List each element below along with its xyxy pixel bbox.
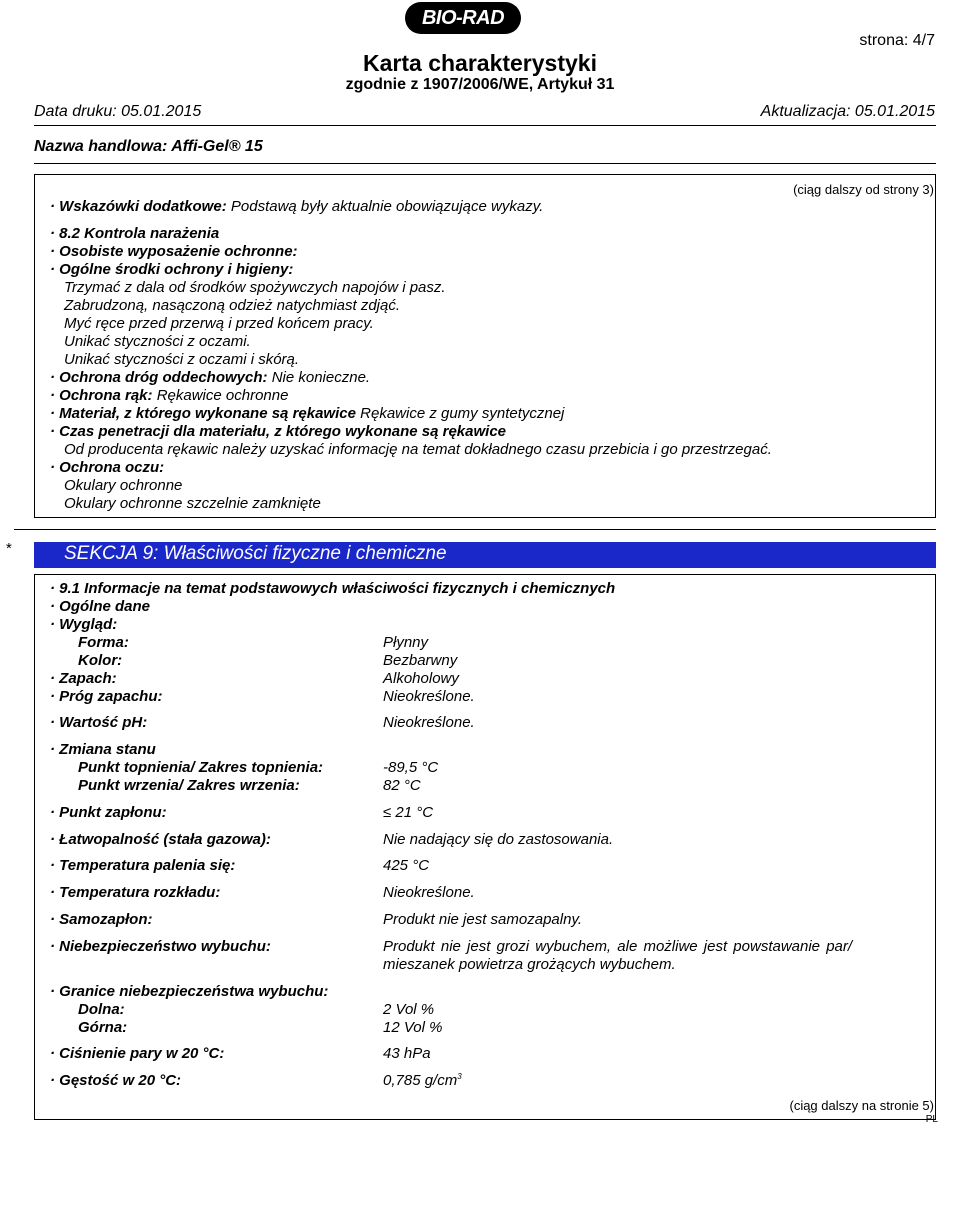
self-ignition-value: Produkt nie jest samozapalny. <box>383 911 582 928</box>
hygiene-line: Myć ręce przed przerwą i przed końcem pracy. <box>64 315 374 332</box>
color-label: Kolor: <box>78 652 123 669</box>
less-equal-symbol: ≤ <box>383 804 392 821</box>
section9-title: SEKCJA 9: Właściwości fizyczne i chemiczne <box>64 543 447 564</box>
bio-rad-logo: BIO-RAD <box>405 2 521 34</box>
ph-label: · Wartość pH: <box>50 714 148 731</box>
trade-name: Nazwa handlowa: Affi-Gel® 15 <box>34 138 263 155</box>
flammability-value: Nie nadający się do zastosowania. <box>383 831 614 848</box>
lower-limit-value: 2 Vol % <box>383 1001 435 1018</box>
density-number: 0,785 g/cm <box>383 1072 458 1089</box>
color-value: Bezbarwny <box>383 652 458 669</box>
hygiene-line: Unikać styczności z oczami. <box>64 333 251 350</box>
hand-protection <box>50 387 288 404</box>
language-code: PL <box>925 1114 938 1125</box>
density-label: · Gęstość w 20 °C: <box>50 1072 182 1089</box>
decomposition-temp-value: Nieokreślone. <box>383 884 475 901</box>
hand-label: · Ochrona rąk: <box>50 387 153 404</box>
hand-value: Rękawice ochronne <box>156 387 289 404</box>
upper-limit-value: 12 Vol % <box>383 1019 443 1036</box>
continued-to: (ciąg dalszy na stronie 5) <box>789 1098 934 1113</box>
vapour-pressure-value: 43 hPa <box>383 1045 431 1062</box>
exposure-control-heading: · 8.2 Kontrola narażenia <box>50 225 220 242</box>
vapour-pressure-label: · Ciśnienie pary w 20 °C: <box>50 1045 225 1062</box>
general-hygiene-label: · Ogólne środki ochrony i higieny: <box>50 261 294 278</box>
odour-threshold-label: · Próg zapachu: <box>50 688 163 705</box>
explosion-danger-value-2: mieszanek powietrza grożących wybuchem. <box>383 956 676 973</box>
update-date: Aktualizacja: 05.01.2015 <box>760 103 935 120</box>
density-exponent: 3 <box>457 1072 462 1081</box>
flash-point-number: 21 °C <box>395 804 434 821</box>
explosion-danger-value-1: Produkt nie jest grozi wybuchem, ale możliwe jest powstawanie par/ <box>383 938 853 955</box>
state-change-label: · Zmiana stanu <box>50 741 156 758</box>
additional-hints-label: · Wskazówki dodatkowe: <box>50 198 227 215</box>
explosion-danger-label: · Niebezpieczeństwo wybuchu: <box>50 938 271 955</box>
lower-limit-label: Dolna: <box>78 1001 125 1018</box>
flash-point-label: · Punkt zapłonu: <box>50 804 167 821</box>
decomposition-temp-label: · Temperatura rozkładu: <box>50 884 221 901</box>
melting-point-label: Punkt topnienia/ Zakres topnienia: <box>78 759 324 776</box>
form-label: Forma: <box>78 634 129 651</box>
glove-material <box>50 405 564 422</box>
glove-material-value: Rękawice z gumy syntetycznej <box>360 405 565 422</box>
trade-divider <box>34 163 936 164</box>
eye-protection-label: · Ochrona oczu: <box>50 459 165 476</box>
print-date: Data druku: 05.01.2015 <box>34 103 202 120</box>
eye-protection-line: Okulary ochronne <box>64 477 183 494</box>
ignition-temp-label: · Temperatura palenia się: <box>50 857 236 874</box>
document-subtitle: zgodnie z 1907/2006/WE, Artykuł 31 <box>345 76 615 93</box>
continued-from: (ciąg dalszy od strony 3) <box>793 182 934 197</box>
respiratory-protection <box>50 369 370 386</box>
form-value: Płynny <box>383 634 429 651</box>
glove-material-label: · Materiał, z którego wykonane są rękawice <box>50 405 356 422</box>
header-divider <box>34 125 936 126</box>
hygiene-line: Unikać styczności z oczami i skórą. <box>64 351 300 368</box>
flammability-label: · Łatwopalność (stała gazowa): <box>50 831 271 848</box>
odour-threshold-value: Nieokreślone. <box>383 688 475 705</box>
general-data-label: · Ogólne dane <box>50 598 151 615</box>
penetration-time-text: Od producenta rękawic należy uzyskać informację na temat dokładnego czasu przebicia i go przestrzegać. <box>64 441 772 458</box>
upper-limit-label: Górna: <box>78 1019 128 1036</box>
page-number: strona: 4/7 <box>859 32 935 49</box>
eye-protection-line: Okulary ochronne szczelnie zamknięte <box>64 495 321 512</box>
density-value <box>383 1072 462 1089</box>
additional-hints <box>50 198 543 215</box>
respiratory-value: Nie konieczne. <box>271 369 371 386</box>
change-marker: * <box>6 540 12 557</box>
penetration-time-label: · Czas penetracji dla materiału, z którego wykonane są rękawice <box>50 423 507 440</box>
odour-value: Alkoholowy <box>383 670 459 687</box>
ignition-temp-value: 425 °C <box>383 857 430 874</box>
section-divider <box>14 529 936 530</box>
flash-point-value <box>383 804 433 821</box>
ppe-label: · Osobiste wyposażenie ochronne: <box>50 243 298 260</box>
boiling-point-label: Punkt wrzenia/ Zakres wrzenia: <box>78 777 300 794</box>
respiratory-label: · Ochrona dróg oddechowych: <box>50 369 268 386</box>
explosion-limits-label: · Granice niebezpieczeństwa wybuchu: <box>50 983 329 1000</box>
boiling-point-value: 82 °C <box>383 777 421 794</box>
hygiene-line: Zabrudzoną, nasączoną odzież natychmiast zdjąć. <box>64 297 401 314</box>
hygiene-line: Trzymać z dala od środków spożywczych napojów i pasz. <box>64 279 446 296</box>
odour-label: · Zapach: <box>50 670 117 687</box>
section9-heading: · 9.1 Informacje na temat podstawowych właściwości fizycznych i chemicznych <box>50 580 616 597</box>
ph-value: Nieokreślone. <box>383 714 475 731</box>
melting-point-value: -89,5 °C <box>383 759 439 776</box>
appearance-label: · Wygląd: <box>50 616 118 633</box>
document-title: Karta charakterystyki <box>363 50 597 76</box>
self-ignition-label: · Samozapłon: <box>50 911 153 928</box>
additional-hints-value: Podstawą były aktualnie obowiązujące wykazy. <box>230 198 544 215</box>
